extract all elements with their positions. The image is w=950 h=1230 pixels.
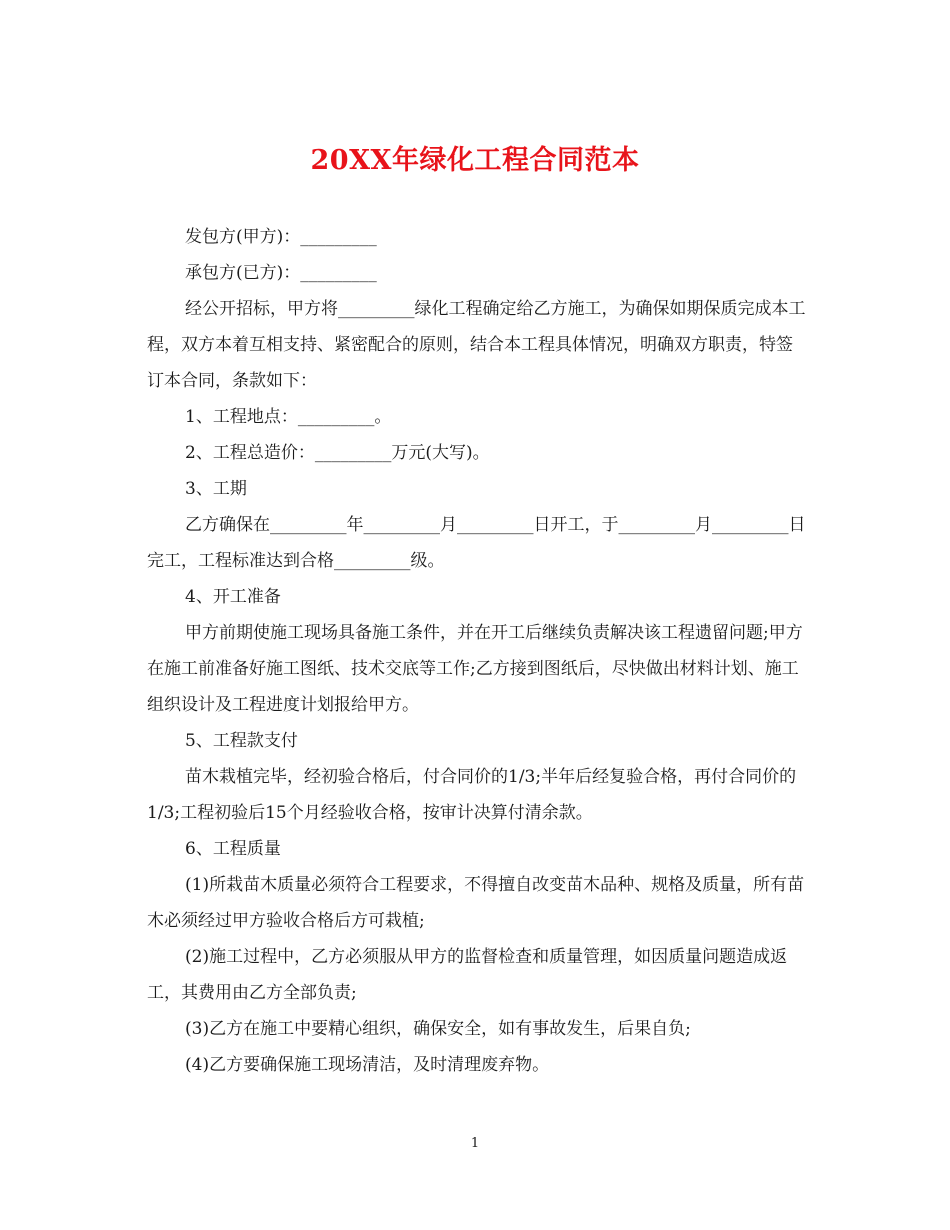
clause-4-body: 甲方前期使施工现场具备施工条件，并在开工后继续负责解决该工程遗留问题;甲方在施工前准备好施工图纸、技术交底等工作;乙方接到图纸后，尽快做出材料计划、施工组织设计及工程进度计划报给甲方。 (147, 623, 803, 715)
intro-paragraph: 经公开招标，甲方将_________绿化工程确定给乙方施工，为确保如期保质完成本工程，双方本着互相支持、紧密配合的原则，结合本工程具体情况，明确双方职责，特签订本合同，条款如下： (147, 299, 806, 391)
clause-5-heading: 5、工程款支付 (185, 731, 298, 751)
page-number: 1 (470, 1136, 480, 1151)
clause-3-heading: 3、工期 (185, 479, 247, 499)
party-b-line: 承包方(已方)：_________ (185, 263, 377, 283)
clause-6-item-3: (3)乙方在施工中要精心组织，确保安全，如有事故发生，后果自负; (185, 1019, 691, 1039)
clause-5-body: 苗木栽植完毕，经初验合格后，付合同价的1/3;半年后经复验合格，再付合同价的1/3;工程初验后15个月经验收合格，按审计决算付清余款。 (147, 767, 797, 823)
clause-4-heading: 4、开工准备 (185, 587, 281, 607)
document-title: 20XX年绿化工程合同范本 (310, 145, 640, 176)
party-a-line: 发包方(甲方)：_________ (185, 227, 377, 247)
clause-3-body: 乙方确保在_________年_________月_________日开工，于_________月_________日完工，工程标准达到合格_________级。 (147, 515, 806, 571)
clause-1-location: 1、工程地点：_________。 (185, 407, 392, 427)
clause-6-item-1: (1)所栽苗木质量必须符合工程要求，不得擅自改变苗木品种、规格及质量，所有苗木必须经过甲方验收合格后方可栽植; (147, 875, 805, 931)
clause-6-heading: 6、工程质量 (185, 839, 281, 859)
document-body (147, 219, 807, 1083)
clause-6-item-2: (2)施工过程中，乙方必须服从甲方的监督检查和质量管理，如因质量问题造成返工，其费用由乙方全部负责; (147, 947, 788, 1003)
clause-6-item-4: (4)乙方要确保施工现场清洁，及时清理废弃物。 (185, 1055, 550, 1075)
clause-2-price: 2、工程总造价：_________万元(大写)。 (185, 443, 490, 463)
